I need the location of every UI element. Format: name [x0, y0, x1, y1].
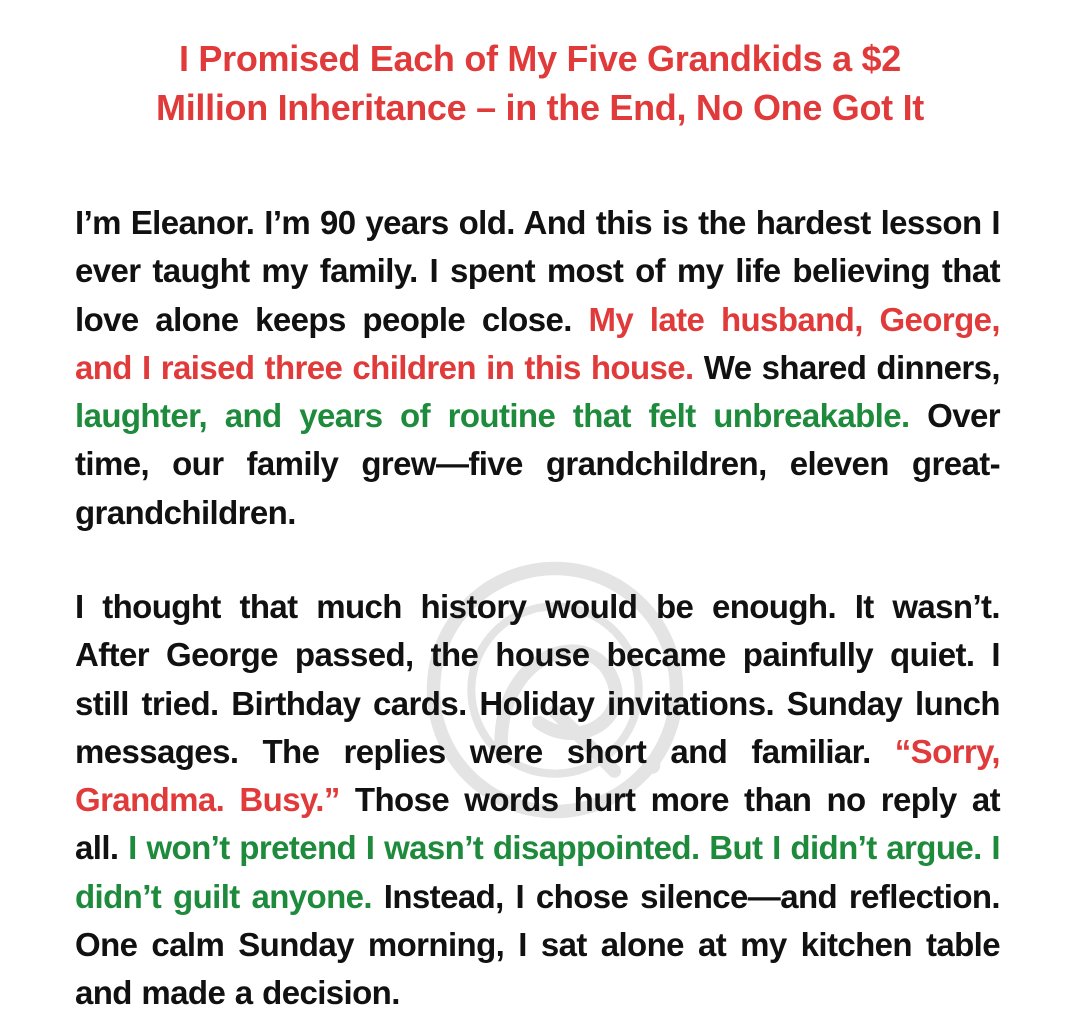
story-paragraph-2: [75, 583, 1000, 1018]
story-title: I Promised Each of My Five Grandkids a $2 Million Inheritance – in the End, No One Got It: [156, 38, 924, 128]
paragraph-1-text-1: I’m Eleanor. I’m 90 years old. And this is the hardest lesson I ever taught my family. I spent most of my life believing that love alone keeps people close.: [75, 204, 1000, 338]
paragraph-2-highlight-red: “Sorry, Grandma. Busy.”: [75, 732, 1000, 819]
paragraph-2-text-1: I thought that much history would be enough. It wasn’t. After George passed, the house became painfully quiet. I still tried. Birthday cards. Holiday invitations. Sunday lunch messages. The replies were short and familiar.: [75, 588, 1000, 770]
paragraph-1-text-3: Over time, our family grew—five grandchildren, eleven great-grandchildren.: [75, 397, 1000, 531]
paragraph-1-highlight-red: My late husband, George, and I raised three children in this house.: [75, 300, 1000, 386]
paragraph-1-highlight-green: laughter, and years of routine that felt unbreakable.: [75, 397, 910, 435]
paragraph-2-text-3: Instead, I chose silence—and reflection. One calm Sunday morning, I sat alone at my kitchen table and made a decision.: [75, 877, 1000, 1012]
paragraph-1-text-2: We shared dinners,: [693, 348, 1000, 386]
paragraph-2-highlight-green: I won’t pretend I wasn’t disappointed. But I didn’t argue. I didn’t guilt anyone.: [75, 829, 1001, 915]
story-paragraph-1: [75, 199, 1000, 537]
paragraph-2-text-2: Those words hurt more than no reply at all.: [75, 781, 1000, 867]
